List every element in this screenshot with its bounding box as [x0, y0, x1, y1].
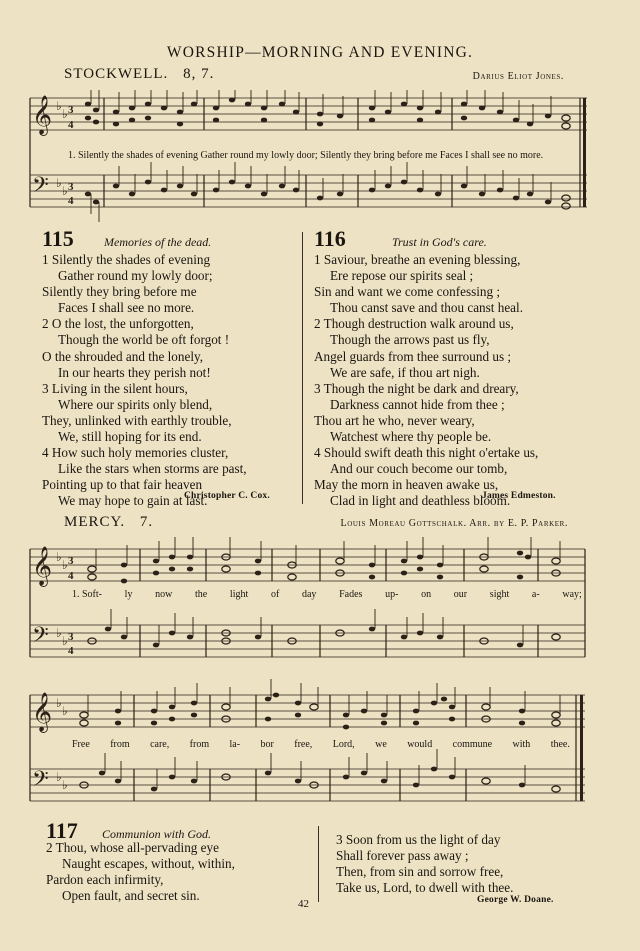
verse-line: Watchest where thy people be.: [330, 429, 492, 445]
verse-line: In our hearts they perish not!: [58, 364, 211, 380]
tune-underlay-line-2: [72, 739, 570, 750]
lyric-syllable: Free: [72, 739, 90, 750]
tune-heading-mercy: [64, 514, 153, 531]
lyric-syllable: on: [421, 589, 432, 600]
lyric-syllable: bor: [260, 739, 274, 750]
tune-underlay-line-1: [72, 589, 582, 600]
svg-text:𝄞: 𝄞: [32, 546, 53, 586]
lyric-syllable: we: [375, 739, 387, 750]
verse-line: Angel guards from thee surround us ;: [314, 348, 512, 364]
verse-line: 3 Living in the silent hours,: [42, 380, 188, 396]
svg-text:♭: ♭: [56, 626, 62, 640]
hymn-verses-right: [336, 832, 513, 896]
lyric-syllable: la-: [229, 739, 241, 750]
verse-line: Shall forever pass away ;: [336, 848, 469, 864]
verse-line: We may hope to gain at last.: [58, 493, 208, 509]
tune-name: MERCY.: [64, 514, 126, 530]
svg-text:♭: ♭: [62, 634, 68, 648]
svg-text:♭: ♭: [56, 99, 62, 113]
verse-line: Open fault, and secret sin.: [62, 888, 200, 904]
verse-line: They, unlinked with earthly trouble,: [42, 412, 232, 428]
lyric-syllable: would: [407, 739, 433, 750]
verse-line: We are safe, if thou art nigh.: [330, 364, 480, 380]
lyric-syllable: Lord,: [332, 739, 355, 750]
svg-text:♭: ♭: [56, 550, 62, 564]
verse-line: Ere repose our spirits seal ;: [330, 268, 474, 284]
verse-line: Then, from sin and sorrow free,: [336, 864, 504, 880]
svg-text:𝄞: 𝄞: [32, 692, 53, 732]
lyric-syllable: Fades: [339, 589, 363, 600]
hymn-author: Christopher C. Cox.: [184, 491, 270, 501]
verse-line: O the shrouded and the lonely,: [42, 348, 204, 364]
verse-line: 4 How such holy memories cluster,: [42, 445, 229, 461]
verse-line: 3 Though the night be dark and dreary,: [314, 380, 519, 396]
lyric-syllable: light: [229, 589, 249, 600]
verse-line: May the morn in heaven awake us,: [314, 477, 499, 493]
hymn-author: George W. Doane.: [477, 895, 554, 905]
verse-line: Pardon each infirmity,: [46, 872, 164, 888]
hymn-verses-left: [46, 840, 296, 904]
svg-text:♭: ♭: [62, 704, 68, 718]
verse-line: Naught escapes, without, within,: [62, 856, 235, 872]
tune-underlay: 1. Silently the shades of evening Gather round my lowly door; Silently they bring before me Faces I shall see no more.: [68, 150, 544, 161]
svg-text:3: 3: [68, 631, 74, 643]
music-score-mercy-system-1: [0, 535, 640, 675]
tune-name: STOCKWELL.: [64, 66, 169, 82]
hymn-117: [46, 818, 296, 904]
lyric-syllable: free,: [294, 739, 313, 750]
verse-line: Faces I shall see no more.: [58, 300, 195, 316]
hymn-number: 115: [42, 226, 74, 251]
page-number: 42: [298, 898, 309, 910]
section-title: WORSHIP—MORNING AND EVENING.: [166, 44, 474, 61]
svg-text:𝄞: 𝄞: [32, 95, 53, 135]
lyric-syllable: a-: [531, 589, 540, 600]
lyric-syllable: from: [189, 739, 210, 750]
tune-heading-stockwell: [64, 66, 214, 83]
verse-line: 2 O the lost, the unforgotten,: [42, 316, 194, 332]
lyric-syllable: day: [301, 589, 317, 600]
svg-text:♭: ♭: [62, 558, 68, 572]
verse-line: Darkness cannot hide from thee ;: [330, 396, 505, 412]
svg-text:4: 4: [68, 645, 74, 657]
tune-composer: Darius Eliot Jones.: [472, 71, 564, 82]
verse-line: 3 Soon from us the light of day: [336, 832, 501, 847]
svg-text:♭: ♭: [62, 184, 68, 198]
verse-line: Sin and want we come confessing ;: [314, 284, 501, 300]
verse-line: Take us, Lord, to dwell with thee.: [336, 880, 514, 896]
hymn-115: [42, 226, 292, 510]
verse-line: 1 Saviour, breathe an evening blessing,: [314, 252, 521, 267]
verse-line: Where our spirits only blend,: [58, 396, 213, 412]
hymn-author: James Edmeston.: [482, 491, 556, 501]
verse-line: 2 Though destruction walk around us,: [314, 316, 514, 332]
verse-line: Though the world be oft forgot !: [58, 332, 230, 348]
verse-line: We, still hoping for its end.: [58, 429, 202, 445]
column-divider: [302, 232, 303, 504]
lyric-syllable: sight: [489, 589, 510, 600]
verse-line: 4 Should swift death this night o'ertake us,: [314, 445, 539, 461]
svg-text:♭: ♭: [56, 770, 62, 784]
lyric-syllable: care,: [150, 739, 170, 750]
hymn-116: [314, 226, 594, 510]
tune-meter: 8, 7.: [183, 66, 215, 82]
verse-line: Thou art he who, never weary,: [314, 412, 475, 428]
svg-text:𝄢: 𝄢: [32, 767, 49, 797]
svg-text:𝄢: 𝄢: [32, 173, 49, 203]
hymn-title: Communion with God.: [102, 827, 212, 841]
hymn-verses: [42, 252, 292, 510]
svg-text:♭: ♭: [56, 696, 62, 710]
svg-text:4: 4: [68, 195, 74, 207]
verse-line: Gather round my lowly door;: [58, 268, 213, 284]
lyric-syllable: of: [270, 589, 280, 600]
svg-text:4: 4: [68, 119, 74, 131]
verse-line: 1 Silently the shades of evening: [42, 252, 211, 267]
hymn-title: Trust in God's care.: [392, 235, 487, 249]
hymn-number: 117: [46, 818, 78, 843]
lyric-syllable: ly: [124, 589, 133, 600]
svg-text:3: 3: [68, 104, 74, 116]
lyric-syllable: with: [512, 739, 531, 750]
lyric-syllable: now: [155, 589, 173, 600]
lyric-syllable: 1. Soft-: [72, 589, 102, 600]
verse-line: 2 Thou, whose all-pervading eye: [46, 840, 219, 855]
hymn-title: Memories of the dead.: [104, 235, 212, 249]
lyric-syllable: the: [195, 589, 208, 600]
verse-line: And our couch become our tomb,: [330, 461, 508, 477]
svg-text:𝄢: 𝄢: [32, 623, 49, 653]
svg-text:3: 3: [68, 181, 74, 193]
verse-line: Though the arrows past us fly,: [330, 332, 490, 348]
verse-line: Thou canst save and thou canst heal.: [330, 300, 523, 316]
tune-composer: Louis Moreau Gottschalk. Arr. by E. P. Parker.: [340, 518, 568, 529]
svg-text:♭: ♭: [56, 176, 62, 190]
hymn-number: 116: [314, 226, 346, 251]
column-divider: [318, 826, 319, 902]
hymn-verses: [314, 252, 594, 510]
verse-line: Silently they bring before me: [42, 284, 197, 300]
svg-text:3: 3: [68, 555, 74, 567]
lyric-syllable: up-: [385, 589, 399, 600]
svg-text:♭: ♭: [62, 107, 68, 121]
svg-text:4: 4: [68, 570, 74, 582]
lyric-syllable: way;: [562, 589, 582, 600]
verse-line: Like the stars when storms are past,: [58, 461, 247, 477]
lyric-syllable: thee.: [550, 739, 570, 750]
lyric-syllable: our: [453, 589, 468, 600]
svg-text:♭: ♭: [62, 778, 68, 792]
verse-line: Clad in light and deathless bloom.: [330, 493, 511, 509]
lyric-syllable: from: [110, 739, 130, 750]
tune-meter: 7.: [139, 514, 154, 530]
verse-line: Pointing up to that fair heaven: [42, 477, 203, 493]
lyric-syllable: commune: [452, 739, 493, 750]
